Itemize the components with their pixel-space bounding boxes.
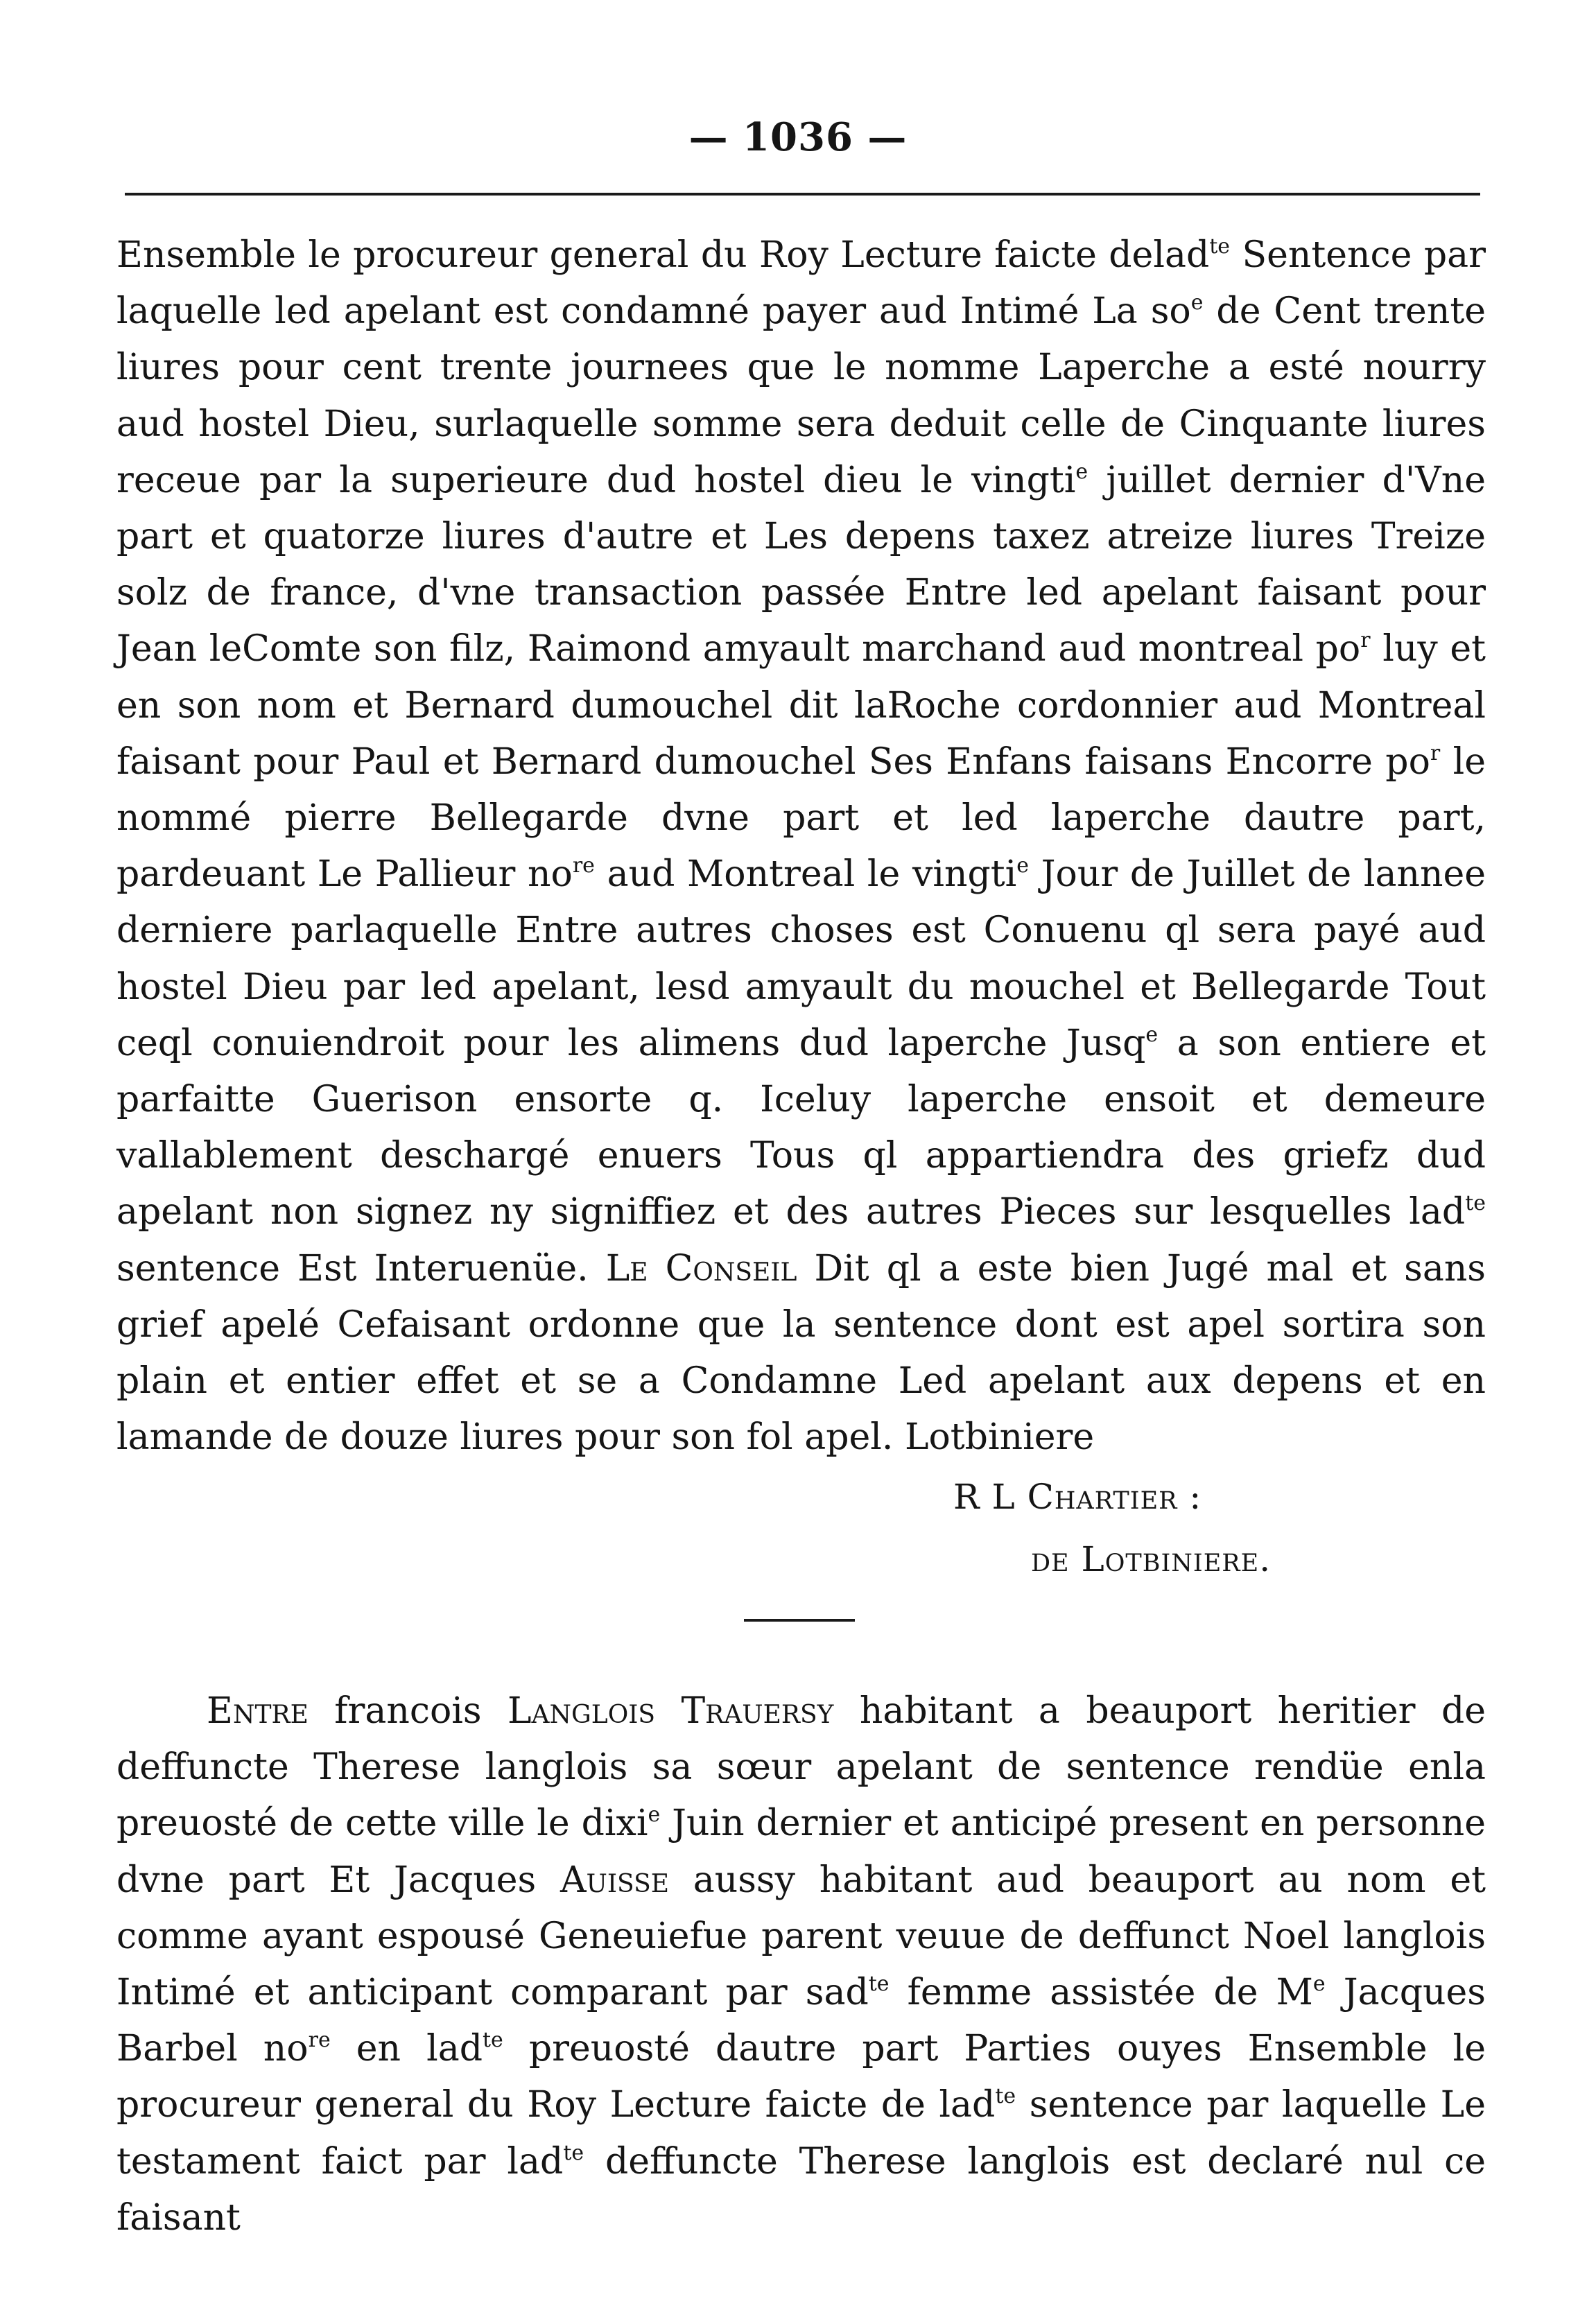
superscript: r bbox=[1360, 628, 1371, 653]
superscript: e bbox=[648, 1803, 661, 1828]
superscript: te bbox=[868, 1972, 890, 1997]
text-segment: sentence par laquelle Le testament faict par lad bbox=[116, 2084, 1486, 2183]
superscript: e bbox=[1190, 290, 1204, 315]
superscript: re bbox=[308, 2028, 331, 2053]
entre-heading: Entre bbox=[207, 1690, 309, 1732]
text-segment: Juin dernier et anticipé present en personne dvne part Et Jacques bbox=[116, 1803, 1486, 1901]
text-segment: le nommé pierre Bellegarde dvne part et led laperche dautre part, pardeuant Le Pallieur no bbox=[116, 740, 1486, 896]
section-separator bbox=[744, 1619, 855, 1622]
text-segment: de Cent trente liures pour cent trente journees que le nomme Laperche a esté nourry aud hostel Dieu, surlaquelle somme sera deduit celle de Cinquante liures receue par la superieure dud hostel dieu le vingti bbox=[116, 290, 1486, 501]
text-segment: en lad bbox=[330, 2028, 483, 2070]
text-segment: femme assistée de M bbox=[889, 1972, 1313, 2014]
superscript: e bbox=[1312, 1972, 1326, 1997]
superscript: te bbox=[483, 2028, 503, 2053]
text-segment: habitant a beauport heritier de deffuncte Therese langlois sa sœur apelant de sentence rendüe enla preuosté de cette ville le dixi bbox=[116, 1690, 1486, 1845]
text-segment: Ensemble le procureur general du Roy Lecture faicte delad bbox=[116, 234, 1210, 276]
paragraph-2 bbox=[116, 1683, 1486, 2246]
superscript: re bbox=[572, 853, 595, 878]
conseil-heading: Le Conseil bbox=[605, 1247, 797, 1290]
superscript: te bbox=[995, 2084, 1016, 2109]
party-name: Langlois Trauersy bbox=[508, 1690, 834, 1732]
text-segment: Sentence par laquelle led apelant est condamné payer aud Intimé La so bbox=[116, 234, 1486, 333]
text-segment: preuosté dautre part Parties ouyes Ensemble le procureur general du Roy Lecture faicte de lad bbox=[116, 2028, 1486, 2126]
text-segment: Jour de Juillet de lannee derniere parlaquelle Entre autres choses est Conuenu ql sera payé aud hostel Dieu par led apelant, lesd amyault du mouchel et Bellegarde Tout ceql conuiendroit pour les alimens dud laperche Jusq bbox=[116, 853, 1486, 1064]
text-segment: juillet dernier d'Vne part et quatorze liures d'autre et Les depens taxez atreize liures Treize solz de france, d'vne transaction passée Entre led apelant faisant pour Jean leComte son filz, Raimond amyault marchand aud montreal po bbox=[116, 459, 1486, 670]
superscript: e bbox=[1145, 1022, 1159, 1047]
superscript: te bbox=[1209, 234, 1231, 259]
superscript: te bbox=[1465, 1191, 1486, 1216]
text-segment: Dit ql a este bien Jugé mal et sans grief apelé Cefaisant ordonne que la sentence dont est apel sortira son plain et entier effet et se a Condamne Led apelant aux depens et en lamande de douze liures pour son fol apel. Lotbiniere bbox=[116, 1247, 1486, 1459]
party-name: Auisse bbox=[560, 1859, 670, 1901]
page-number: — 1036 — bbox=[688, 114, 908, 160]
text-segment: aud Montreal le vingti bbox=[594, 853, 1017, 896]
text-segment: luy et en son nom et Bernard dumouchel dit laRoche cordonnier aud Montreal faisant pour Paul et Bernard dumouchel Ses Enfans faisans Encorre po bbox=[116, 628, 1486, 783]
text-segment: aussy habitant aud beauport au nom et comme ayant espousé Geneuiefue parent veuue de deffunct Noel langlois Intimé et anticipant comparant par sad bbox=[116, 1859, 1486, 2014]
text-segment: sentence Est Interuenüe. bbox=[116, 1247, 606, 1290]
text-segment: deffuncte Therese langlois est declaré nul ce faisant bbox=[116, 2140, 1486, 2239]
signature-line-1: R L Chartier : bbox=[953, 1477, 1202, 1517]
signature-line-2: de Lotbiniere. bbox=[1031, 1539, 1272, 1579]
header-rule bbox=[125, 193, 1480, 196]
paragraph-1 bbox=[116, 227, 1486, 1466]
text-segment: Jacques Barbel no bbox=[116, 1972, 1486, 2070]
text-segment: francois bbox=[308, 1690, 508, 1732]
text-segment: a son entiere et parfaitte Guerison ensorte q. Iceluy laperche ensoit et demeure vallablement deschargé enuers Tous ql appartiendra des griefz dud apelant non signez ny signiffiez et des autres Pieces sur lesquelles lad bbox=[116, 1022, 1486, 1233]
superscript: r bbox=[1430, 740, 1441, 765]
superscript: e bbox=[1016, 853, 1030, 878]
superscript: te bbox=[563, 2140, 584, 2165]
superscript: e bbox=[1075, 459, 1088, 484]
